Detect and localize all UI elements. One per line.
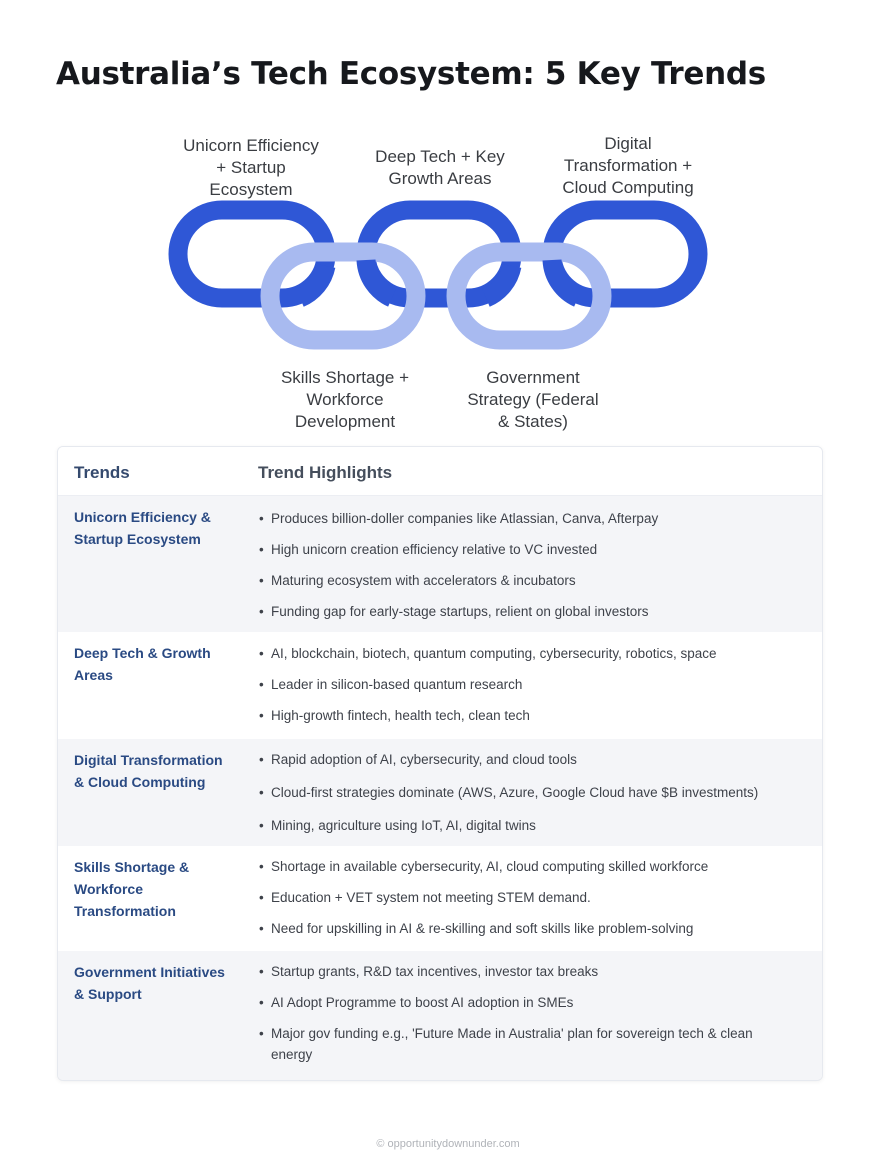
highlight-item: • High-growth fintech, health tech, clean tech <box>259 705 789 726</box>
chain-label-deep-tech: Deep Tech + Key Growth Areas <box>375 147 505 188</box>
table-header <box>58 447 822 496</box>
highlight-item: • Need for upskilling in AI & re-skilling and soft skills like problem-solving <box>259 918 789 939</box>
highlight-item: • Startup grants, R&D tax incentives, investor tax breaks <box>259 961 789 982</box>
highlight-item: • Rapid adoption of AI, cybersecurity, and cloud tools <box>259 749 789 770</box>
header-trends: Trends <box>74 463 130 482</box>
highlight-item: • Major gov funding e.g., 'Future Made in Australia' plan for sovereign tech & clean energy <box>259 1023 789 1065</box>
page-title: Australia’s Tech Ecosystem: 5 Key Trends <box>56 56 766 92</box>
table-row-deep-tech <box>58 632 822 739</box>
table-row-digital <box>58 739 822 846</box>
highlight-item: • Produces billion-doller companies like Atlassian, Canva, Afterpay <box>259 508 789 529</box>
highlight-item: • Education + VET system not meeting STEM demand. <box>259 887 789 908</box>
trend-name: Unicorn Efficiency & Startup Ecosystem <box>74 509 211 547</box>
chain-overlap-arc <box>552 260 578 298</box>
chain-label-unicorn: Unicorn Efficiency + Startup Ecosystem <box>183 136 319 199</box>
trend-name: Skills Shortage & Workforce Transformation <box>74 859 190 919</box>
highlight-item: • High unicorn creation efficiency relative to VC invested <box>259 539 789 560</box>
chain-label-government: Government Strategy (Federal & States) <box>467 368 599 431</box>
table-row-unicorn <box>58 496 822 632</box>
highlight-item: • Leader in silicon-based quantum research <box>259 674 789 695</box>
trends-table <box>57 446 823 1081</box>
trend-name: Deep Tech & Growth Areas <box>74 645 211 683</box>
highlight-item: • AI, blockchain, biotech, quantum computing, cybersecurity, robotics, space <box>259 643 789 664</box>
highlight-item: • Shortage in available cybersecurity, AI, cloud computing skilled workforce <box>259 856 789 877</box>
chain-label-digital: Digital Transformation + Cloud Computing <box>562 134 694 197</box>
table-row-skills <box>58 846 822 951</box>
chain-label-skills: Skills Shortage + Workforce Development <box>280 368 410 431</box>
highlight-item: • Maturing ecosystem with accelerators & incubators <box>259 570 789 591</box>
chain-overlap-arc <box>366 260 392 298</box>
trend-highlights <box>259 749 789 836</box>
trend-name: Digital Transformation & Cloud Computing <box>74 752 223 790</box>
highlight-item: • Mining, agriculture using IoT, AI, digital twins <box>259 815 789 836</box>
trend-highlights <box>259 508 789 622</box>
trend-highlights <box>259 643 789 726</box>
header-trend-highlights: Trend Highlights <box>258 463 393 482</box>
highlight-item: • AI Adopt Programme to boost AI adoption in SMEs <box>259 992 789 1013</box>
trend-highlights <box>259 961 789 1065</box>
trend-highlights <box>259 856 789 939</box>
table-row-government <box>58 951 822 1080</box>
trend-name: Government Initiatives & Support <box>74 964 225 1002</box>
footer-watermark: © opportunitydownunder.com <box>376 1138 520 1150</box>
highlight-item: • Funding gap for early-stage startups, relient on global investors <box>259 601 789 622</box>
highlight-item: • Cloud-first strategies dominate (AWS, Azure, Google Cloud have $B investments) <box>259 782 789 803</box>
